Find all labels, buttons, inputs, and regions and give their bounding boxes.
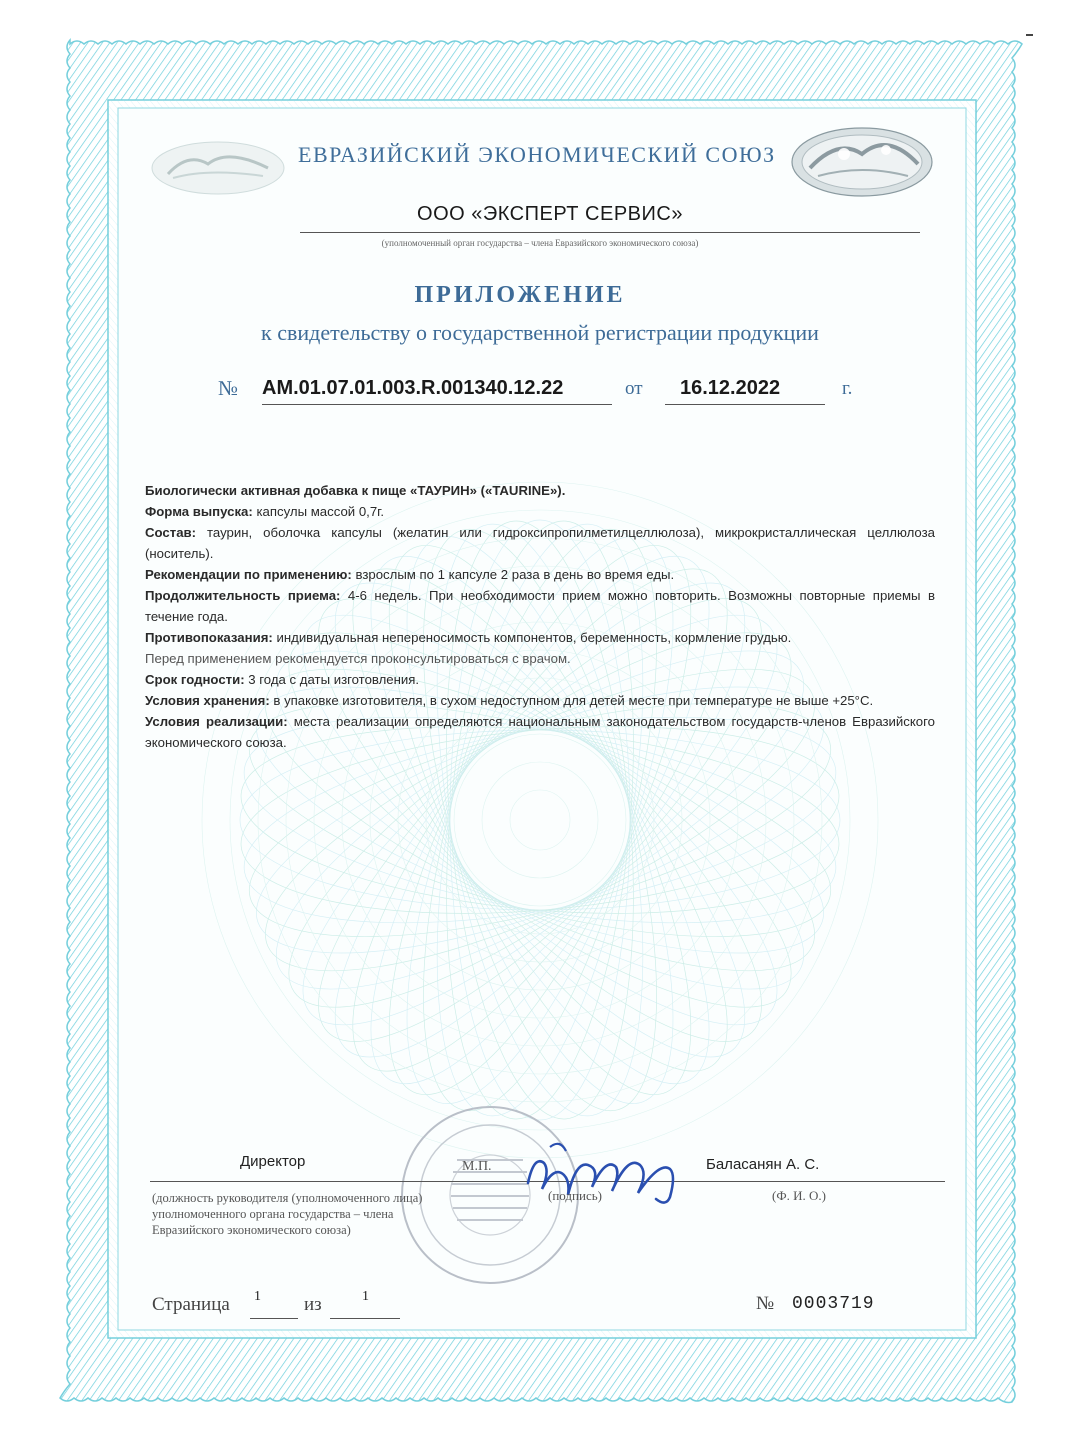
serial-number-label: № xyxy=(756,1293,775,1314)
body-line-7: Срок годности: 3 года с даты изготовления. xyxy=(145,672,420,687)
name-caption: (Ф. И. О.) xyxy=(772,1188,826,1203)
registration-year-suffix: г. xyxy=(842,378,853,399)
divider xyxy=(262,404,612,405)
serial-number: 0003719 xyxy=(792,1294,875,1314)
stamp-place-label: М.П. xyxy=(462,1159,492,1174)
body-line-5: Противопоказания: индивидуальная непереносимость компонентов, беременность, кормление грудью. xyxy=(145,630,792,645)
eurasian-emblem-icon xyxy=(148,138,288,198)
document-title: ПРИЛОЖЕНИЕ xyxy=(414,282,626,308)
body-line-8: Условия хранения: в упаковке изготовителя, в сухом недоступном для детей месте при температуре не выше +25°С. xyxy=(145,693,874,708)
page-of-label: из xyxy=(304,1294,322,1315)
registration-from-label: от xyxy=(625,378,643,399)
product-description xyxy=(145,480,935,753)
hologram-icon xyxy=(788,124,936,200)
organization-caption: (уполномоченный орган государства – члена Евразийского экономического союза) xyxy=(381,238,699,248)
body-line-9: Условия реализации: места реализации определяются национальным законодательством государств-членов Евразийского экономического союза. xyxy=(145,714,935,750)
registration-number: AM.01.07.01.003.R.001340.12.22 xyxy=(262,377,564,399)
registration-number-label: № xyxy=(218,376,239,400)
body-line-0: Биологически активная добавка к пище «ТАУРИН» («TAURINE»). xyxy=(145,483,566,498)
signature-caption: (подпись) xyxy=(548,1188,602,1203)
signatory-name: Баласанян А. С. xyxy=(706,1156,820,1173)
divider xyxy=(250,1318,298,1319)
body-line-6: Перед применением рекомендуется проконсультироваться с врачом. xyxy=(145,651,571,666)
body-line-1: Форма выпуска: капсулы массой 0,7г. xyxy=(145,504,385,519)
organization-name: ООО «ЭКСПЕРТ СЕРВИС» xyxy=(417,203,683,225)
body-line-4: Продолжительность приема: 4-6 недель. При необходимости прием можно повторить. Возможны повторные приемы в течение года. xyxy=(145,588,935,624)
registration-date: 16.12.2022 xyxy=(680,377,781,399)
document-subtitle: к свидетельству о государственной регистрации продукции xyxy=(261,320,819,345)
signatory-position: Директор xyxy=(240,1153,306,1170)
divider xyxy=(665,404,825,405)
handwritten-signature xyxy=(520,1135,700,1215)
page-label: Страница xyxy=(152,1294,230,1315)
page-number: 1 xyxy=(254,1289,261,1304)
position-caption: (должность руководителя (уполномоченного лица) уполномоченного органа государства – члена Евразийского экономического союза) xyxy=(152,1191,423,1237)
body-line-2: Состав: таурин, оболочка капсулы (желатин или гидроксипропилметилцеллюлоза), микрокристаллическая целлюлоза (носитель). xyxy=(145,525,935,561)
divider xyxy=(300,232,920,233)
body-line-3: Рекомендации по применению: взрослым по 1 капсуле 2 раза в день во время еды. xyxy=(145,567,675,582)
union-title: ЕВРАЗИЙСКИЙ ЭКОНОМИЧЕСКИЙ СОЮЗ xyxy=(298,142,776,167)
page-total: 1 xyxy=(362,1289,369,1304)
divider xyxy=(330,1318,400,1319)
scan-mark xyxy=(1026,34,1033,36)
